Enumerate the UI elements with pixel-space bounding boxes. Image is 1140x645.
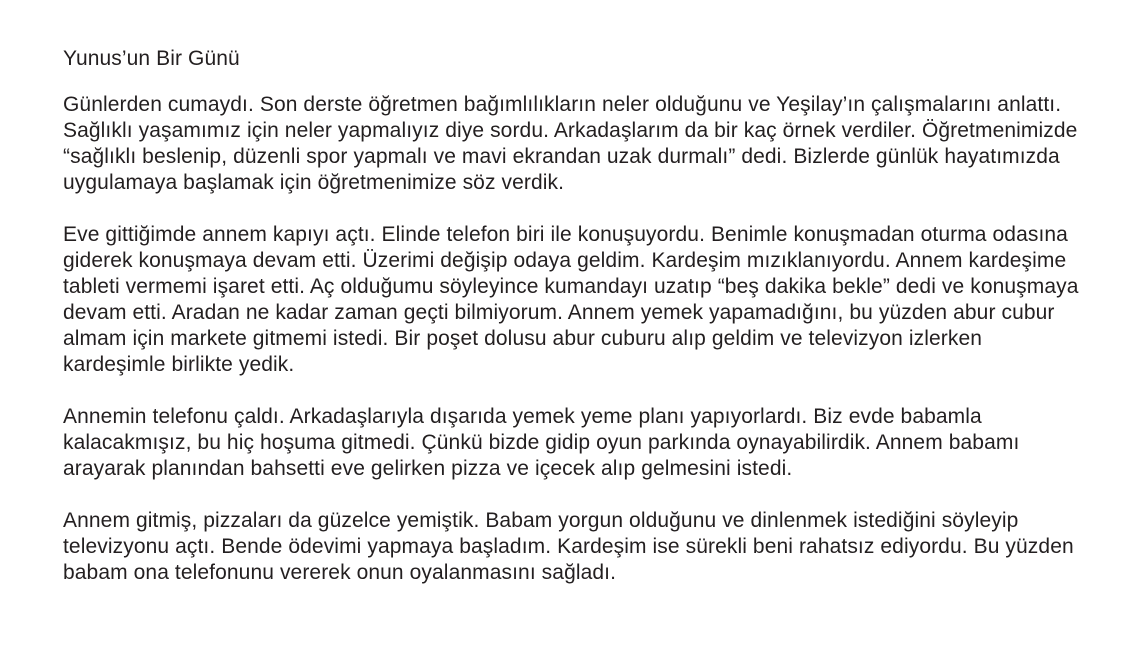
paragraph-1: Günlerden cumaydı. Son derste öğretmen bağımlılıkların neler olduğunu ve Yeşilay’ın çalışmalarını anlattı. Sağlıklı yaşamımız için neler yapmalıyız diye sordu. Arkadaşlarım da bir kaç örnek verdiler. Öğretmenimizde “sağlıklı beslenip, düzenli spor yapmalı ve mavi ekrandan uzak durmalı” dedi. Bizlerde günlük hayatımızda uygulamaya başlamak için öğretmenimize söz verdik. bbox=[63, 93, 1078, 194]
text-content bbox=[63, 46, 1088, 586]
paragraph-3: Annemin telefonu çaldı. Arkadaşlarıyla dışarıda yemek yeme planı yapıyorlardı. Biz evde babamla kalacakmışız, bu hiç hoşuma gitmedi. Çünkü bizde gidip oyun parkında oynayabilirdik. Annem babamı arayarak planından bahsetti eve gelirken pizza ve içecek alıp gelmesini istedi. bbox=[63, 405, 1020, 480]
paragraph-2: Eve gittiğimde annem kapıyı açtı. Elinde telefon biri ile konuşuyordu. Benimle konuşmadan oturma odasına giderek konuşmaya devam etti. Üzerimi değişip odaya geldim. Kardeşim mızıklanıyordu. Annem kardeşime tableti vermemi işaret etti. Aç olduğumu söyleyince kumandayı uzatıp “beş dakika bekle” dedi ve konuşmaya devam etti. Aradan ne kadar zaman geçti bilmiyorum. Annem yemek yapamadığını, bu yüzden abur cubur almam için markete gitmemi istedi. Bir poşet dolusu abur cuburu alıp geldim ve televizyon izlerken kardeşimle birlikte yedik. bbox=[63, 223, 1079, 376]
paragraph-4: Annem gitmiş, pizzaları da güzelce yemiştik. Babam yorgun olduğunu ve dinlenmek istediğini söyleyip televizyonu açtı. Bende ödevimi yapmaya başladım. Kardeşim ise sürekli beni rahatsız ediyordu. Bu yüzden babam ona telefonunu vererek onun oyalanmasını sağladı. bbox=[63, 509, 1074, 584]
document-title: Yunus’un Bir Günü bbox=[63, 47, 240, 70]
